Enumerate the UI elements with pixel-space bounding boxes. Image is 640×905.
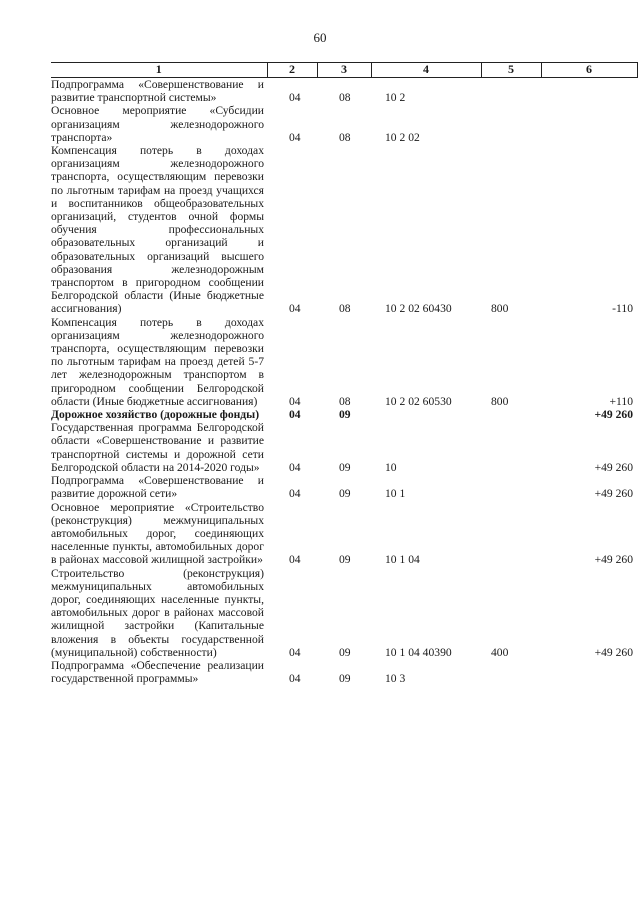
row-description: Строительство (реконструкция) межмуниципальных автомобильных дорог, соединяющих населенные пункты, автомобильных дорог в районах массовой жилищной застройки (Капитальные вложения в объекты государственной (муниципальной) собственности) bbox=[51, 566, 264, 659]
row-description: Государственная программа Белгородской области «Совершенствование и развитие транспортной системы и дорожной сети Белгородской области на 2014-2020 годы» bbox=[51, 421, 264, 474]
row-target-article: 10 1 04 40390 bbox=[385, 645, 452, 659]
row-amount: +49 260 bbox=[594, 645, 633, 659]
row-amount bbox=[541, 659, 637, 685]
row-subsection-code: 08 bbox=[339, 302, 351, 316]
row-expense-type: 800 bbox=[491, 394, 509, 408]
row-section-code: 04 bbox=[289, 408, 301, 422]
header-col-2: 2 bbox=[267, 63, 317, 78]
row-section-code: 04 bbox=[289, 487, 301, 501]
row-expense-type: 800 bbox=[491, 302, 509, 316]
row-description: Подпрограмма «Совершенствование и развитие транспортной системы» bbox=[51, 78, 264, 105]
row-expense-type: 400 bbox=[491, 645, 509, 659]
row-amount: +49 260 bbox=[594, 408, 633, 422]
table-row bbox=[51, 567, 637, 659]
row-section-code: 04 bbox=[289, 553, 301, 567]
page-number: 60 bbox=[313, 30, 327, 45]
row-target-article: 10 1 04 bbox=[385, 553, 420, 567]
row-section-code: 04 bbox=[289, 645, 301, 659]
table-row bbox=[51, 316, 637, 408]
row-section-code: 04 bbox=[289, 394, 301, 408]
header-col-5: 5 bbox=[481, 63, 541, 78]
table-row bbox=[51, 408, 637, 421]
header-col-1: 1 bbox=[51, 63, 267, 78]
table-row bbox=[51, 501, 637, 567]
row-amount: +49 260 bbox=[594, 460, 633, 474]
row-description: Подпрограмма «Совершенствование и развитие дорожной сети» bbox=[51, 474, 264, 501]
table-row bbox=[51, 474, 637, 500]
row-amount: -110 bbox=[612, 302, 633, 316]
row-expense-type bbox=[481, 474, 541, 500]
row-target-article: 10 2 02 60530 bbox=[385, 394, 452, 408]
row-expense-type bbox=[481, 421, 541, 474]
row-amount: +110 bbox=[609, 394, 633, 408]
row-section-code: 04 bbox=[289, 130, 301, 144]
row-expense-type bbox=[481, 78, 541, 105]
header-row bbox=[51, 63, 637, 78]
row-target-article: 10 3 bbox=[385, 672, 406, 686]
row-target-article bbox=[371, 408, 481, 421]
table-row bbox=[51, 78, 637, 105]
table-row bbox=[51, 104, 637, 144]
row-expense-type bbox=[481, 659, 541, 685]
row-subsection-code: 08 bbox=[339, 394, 351, 408]
row-description: Компенсация потерь в доходах организациям железнодорожного транспорта, осуществляющим перевозки по льготным тарифам на проезд детей 5-7 лет железнодорожным транспортом в пригородном сообщении Белгородской области (Иные бюджетные ассигнования) bbox=[51, 315, 264, 408]
row-description: Основное мероприятие «Субсидии организациям железнодорожного транспорта» bbox=[51, 104, 264, 144]
row-subsection-code: 09 bbox=[339, 672, 351, 686]
row-expense-type bbox=[481, 104, 541, 144]
budget-table bbox=[51, 62, 638, 685]
row-subsection-code: 09 bbox=[339, 408, 351, 422]
table-row bbox=[51, 421, 637, 474]
row-amount: +49 260 bbox=[594, 553, 633, 567]
row-target-article: 10 1 bbox=[385, 487, 406, 501]
row-expense-type bbox=[481, 501, 541, 567]
row-target-article: 10 bbox=[385, 460, 397, 474]
row-subsection-code: 09 bbox=[339, 460, 351, 474]
row-subsection-code: 09 bbox=[339, 645, 351, 659]
row-subsection-code: 09 bbox=[339, 487, 351, 501]
table-row bbox=[51, 659, 637, 685]
header-col-4: 4 bbox=[371, 63, 481, 78]
header-col-6: 6 bbox=[541, 63, 637, 78]
row-section-code: 04 bbox=[289, 91, 301, 105]
row-section-code: 04 bbox=[289, 302, 301, 316]
row-target-article: 10 2 02 60430 bbox=[385, 302, 452, 316]
row-target-article: 10 2 02 bbox=[385, 130, 420, 144]
row-expense-type bbox=[481, 408, 541, 421]
row-amount: +49 260 bbox=[594, 487, 633, 501]
row-amount bbox=[541, 104, 637, 144]
row-subsection-code: 09 bbox=[339, 553, 351, 567]
row-section-code: 04 bbox=[289, 672, 301, 686]
row-description: Основное мероприятие «Строительство (реконструкция) межмуниципальных автомобильных дорог, соединяющих населенные пункты, автомобильных дорог в районах массовой жилищной застройки» bbox=[51, 500, 264, 567]
row-amount bbox=[541, 78, 637, 105]
row-description: Подпрограмма «Обеспечение реализации государственной программы» bbox=[51, 658, 264, 686]
header-col-3: 3 bbox=[317, 63, 371, 78]
row-description: Компенсация потерь в доходах организациям железнодорожного транспорта, осуществляющим перевозки по льготным тарифам на проезд учащихся и воспитанников общеобразовательных организаций, студентов очной формы обучения профессиональных образовательных организаций и образовательных организаций высшего образования железнодорожным транспортом в пригородном сообщении Белгородской области (Иные бюджетные ассигнования) bbox=[51, 144, 264, 316]
row-description: Дорожное хозяйство (дорожные фонды) bbox=[51, 408, 260, 422]
row-subsection-code: 08 bbox=[339, 130, 351, 144]
row-section-code: 04 bbox=[289, 460, 301, 474]
table-body bbox=[51, 78, 637, 686]
row-target-article: 10 2 bbox=[385, 91, 406, 105]
table-row bbox=[51, 144, 637, 316]
row-subsection-code: 08 bbox=[339, 91, 351, 105]
